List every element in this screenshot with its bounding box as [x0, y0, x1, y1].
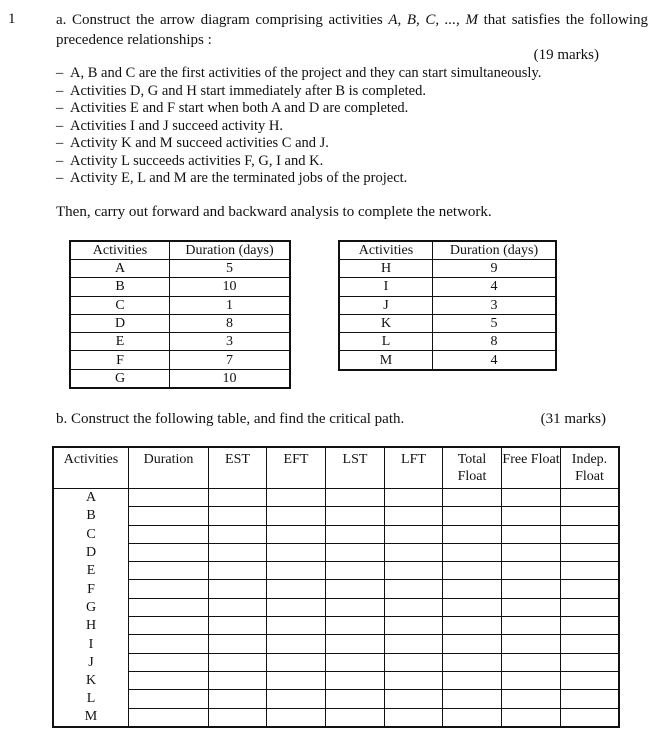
activity-cell: H — [53, 617, 129, 635]
answer-cell[interactable] — [326, 653, 385, 671]
answer-cell[interactable] — [561, 580, 620, 598]
answer-cell[interactable] — [443, 562, 502, 580]
analysis-table — [52, 446, 620, 728]
answer-cell[interactable] — [267, 580, 326, 598]
activity-cell: J — [53, 653, 129, 671]
table-row — [53, 489, 619, 507]
table-row — [53, 690, 619, 708]
table-row — [53, 580, 619, 598]
answer-cell[interactable] — [209, 635, 267, 653]
answer-cell[interactable] — [502, 653, 561, 671]
duration-cell: 3 — [433, 296, 557, 314]
answer-cell[interactable] — [267, 489, 326, 507]
part-a-intro-prefix: a. Construct the arrow diagram comprising activities — [56, 12, 389, 28]
col-header-free-float: Free Float — [502, 447, 561, 489]
answer-cell[interactable] — [561, 598, 620, 616]
answer-cell[interactable] — [129, 525, 209, 543]
duration-row — [70, 296, 290, 314]
activity-cell: C — [53, 525, 129, 543]
answer-cell[interactable] — [129, 635, 209, 653]
activity-cell: E — [70, 333, 170, 351]
duration-row — [339, 314, 556, 332]
answer-cell[interactable] — [129, 489, 209, 507]
part-b-prompt: b. Construct the following table, and find the critical path. — [56, 411, 405, 427]
answer-cell[interactable] — [385, 598, 443, 616]
duration-cell: 7 — [170, 351, 291, 369]
table-row — [53, 653, 619, 671]
answer-cell[interactable] — [326, 708, 385, 727]
answer-cell[interactable] — [267, 617, 326, 635]
col-header-activities: Activities — [70, 241, 170, 260]
answer-cell[interactable] — [385, 690, 443, 708]
table-row — [53, 562, 619, 580]
duration-table-right-body — [339, 260, 556, 370]
precedence-text: Activity L succeeds activities F, G, I and K. — [70, 152, 324, 169]
part-a-intro-suffix: that satisfies the following precedence relationships : — [56, 12, 648, 48]
answer-cell[interactable] — [561, 708, 620, 727]
part-a-marks: (19 marks) — [533, 47, 599, 63]
answer-cell[interactable] — [326, 635, 385, 653]
activity-cell: L — [339, 333, 433, 351]
activity-cell: K — [339, 314, 433, 332]
answer-cell[interactable] — [209, 525, 267, 543]
activity-cell: H — [339, 260, 433, 278]
duration-table-right — [338, 240, 557, 371]
answer-cell[interactable] — [129, 507, 209, 525]
part-a-intro-activities: A, B, C, ..., M — [388, 12, 478, 28]
answer-cell[interactable] — [385, 635, 443, 653]
answer-cell[interactable] — [385, 525, 443, 543]
table-row — [53, 525, 619, 543]
duration-table-left-body — [70, 260, 290, 389]
analysis-table-body — [53, 489, 619, 727]
answer-cell[interactable] — [326, 598, 385, 616]
answer-cell[interactable] — [326, 671, 385, 689]
answer-cell[interactable] — [267, 543, 326, 561]
answer-cell[interactable] — [326, 690, 385, 708]
answer-cell[interactable] — [443, 525, 502, 543]
precedence-item: – Activities I and J succeed activity H. — [56, 117, 284, 134]
answer-cell[interactable] — [502, 671, 561, 689]
answer-cell[interactable] — [502, 598, 561, 616]
answer-cell[interactable] — [129, 562, 209, 580]
answer-cell[interactable] — [326, 562, 385, 580]
answer-cell[interactable] — [443, 580, 502, 598]
col-header-lft: LFT — [385, 447, 443, 489]
activity-cell: F — [53, 580, 129, 598]
answer-cell[interactable] — [385, 653, 443, 671]
duration-row — [339, 333, 556, 351]
activity-cell: G — [53, 598, 129, 616]
answer-cell[interactable] — [267, 598, 326, 616]
answer-cell[interactable] — [502, 635, 561, 653]
answer-cell[interactable] — [385, 580, 443, 598]
answer-cell[interactable] — [209, 543, 267, 561]
answer-cell[interactable] — [502, 690, 561, 708]
activity-cell: A — [70, 260, 170, 278]
activity-cell: F — [70, 351, 170, 369]
precedence-text: Activities I and J succeed activity H. — [70, 117, 284, 134]
answer-cell[interactable] — [209, 507, 267, 525]
answer-cell[interactable] — [267, 690, 326, 708]
table-row — [53, 507, 619, 525]
answer-cell[interactable] — [561, 543, 620, 561]
answer-cell[interactable] — [561, 617, 620, 635]
answer-cell[interactable] — [267, 635, 326, 653]
duration-row — [339, 351, 556, 370]
answer-cell[interactable] — [561, 653, 620, 671]
answer-cell[interactable] — [502, 580, 561, 598]
precedence-text: Activity E, L and M are the terminated jobs of the project. — [70, 170, 408, 186]
answer-cell[interactable] — [326, 617, 385, 635]
duration-cell: 5 — [433, 314, 557, 332]
answer-cell[interactable] — [443, 598, 502, 616]
answer-cell[interactable] — [209, 580, 267, 598]
answer-cell[interactable] — [267, 507, 326, 525]
activity-cell: K — [53, 671, 129, 689]
answer-cell[interactable] — [267, 671, 326, 689]
duration-row — [70, 333, 290, 351]
precedence-item: – Activities D, G and H start immediately after B is completed. — [56, 82, 426, 99]
activity-cell: E — [53, 562, 129, 580]
answer-cell[interactable] — [267, 708, 326, 727]
answer-cell[interactable] — [129, 598, 209, 616]
answer-cell[interactable] — [385, 562, 443, 580]
activity-cell: I — [53, 635, 129, 653]
answer-cell[interactable] — [326, 489, 385, 507]
part-a-intro — [56, 10, 648, 50]
answer-cell[interactable] — [129, 708, 209, 727]
col-header-total-float: Total Float — [443, 447, 502, 489]
answer-cell[interactable] — [385, 617, 443, 635]
duration-row — [339, 278, 556, 296]
question-number: 1 — [8, 11, 16, 27]
answer-cell[interactable] — [502, 507, 561, 525]
col-header-eft: EFT — [267, 447, 326, 489]
answer-cell[interactable] — [209, 690, 267, 708]
table-row — [53, 617, 619, 635]
answer-cell[interactable] — [502, 525, 561, 543]
answer-cell[interactable] — [209, 489, 267, 507]
answer-cell[interactable] — [561, 562, 620, 580]
answer-cell[interactable] — [129, 617, 209, 635]
answer-cell[interactable] — [561, 525, 620, 543]
duration-table-left — [69, 240, 291, 389]
precedence-item: – Activities E and F start when both A and D are completed. — [56, 100, 409, 116]
col-header-activities: Activities — [53, 447, 129, 489]
activity-cell: L — [53, 690, 129, 708]
col-header-duration: Duration — [129, 447, 209, 489]
answer-cell[interactable] — [561, 507, 620, 525]
answer-cell[interactable] — [561, 690, 620, 708]
precedence-item: – Activity K and M succeed activities C and J. — [56, 135, 329, 151]
col-header-indep-float: Indep. Float — [561, 447, 620, 489]
analysis-table-header — [53, 447, 619, 489]
activity-cell: B — [70, 278, 170, 296]
duration-cell: 4 — [433, 351, 557, 370]
answer-cell[interactable] — [502, 562, 561, 580]
precedence-text: Activities D, G and H start immediately after B is completed. — [70, 82, 426, 99]
answer-cell[interactable] — [443, 635, 502, 653]
duration-row — [70, 260, 290, 278]
answer-cell[interactable] — [209, 653, 267, 671]
answer-cell[interactable] — [443, 708, 502, 727]
precedence-text: A, B and C are the first activities of the project and they can start simultaneously. — [70, 65, 542, 81]
duration-cell: 8 — [170, 314, 291, 332]
answer-cell[interactable] — [209, 708, 267, 727]
activity-cell: D — [70, 314, 170, 332]
duration-row — [70, 369, 290, 388]
duration-cell: 5 — [170, 260, 291, 278]
answer-cell[interactable] — [129, 543, 209, 561]
part-b-marks: (31 marks) — [540, 411, 606, 427]
activity-cell: G — [70, 369, 170, 388]
duration-row — [70, 278, 290, 296]
answer-cell[interactable] — [561, 671, 620, 689]
answer-cell[interactable] — [129, 690, 209, 708]
answer-cell[interactable] — [443, 489, 502, 507]
duration-cell: 1 — [170, 296, 291, 314]
answer-cell[interactable] — [129, 671, 209, 689]
answer-cell[interactable] — [502, 489, 561, 507]
answer-cell[interactable] — [209, 617, 267, 635]
answer-cell[interactable] — [267, 525, 326, 543]
answer-cell[interactable] — [561, 635, 620, 653]
answer-cell[interactable] — [443, 543, 502, 561]
precedence-text: Activity K and M succeed activities C and J. — [70, 135, 329, 151]
duration-row — [339, 296, 556, 314]
duration-cell: 10 — [170, 278, 291, 296]
table-row — [53, 543, 619, 561]
answer-cell[interactable] — [385, 708, 443, 727]
answer-cell[interactable] — [443, 690, 502, 708]
answer-cell[interactable] — [385, 507, 443, 525]
activity-cell: J — [339, 296, 433, 314]
duration-cell: 10 — [170, 369, 291, 388]
col-header-est: EST — [209, 447, 267, 489]
answer-cell[interactable] — [267, 562, 326, 580]
duration-row — [70, 314, 290, 332]
activity-cell: I — [339, 278, 433, 296]
activity-cell: M — [339, 351, 433, 370]
duration-cell: 9 — [433, 260, 557, 278]
activity-cell: C — [70, 296, 170, 314]
col-header-lst: LST — [326, 447, 385, 489]
table-row — [53, 671, 619, 689]
answer-cell[interactable] — [209, 671, 267, 689]
col-header-duration: Duration (days) — [170, 241, 291, 260]
forward-backward-instruction: Then, carry out forward and backward analysis to complete the network. — [56, 204, 492, 220]
activity-cell: M — [53, 708, 129, 727]
answer-cell[interactable] — [129, 653, 209, 671]
activity-cell: D — [53, 543, 129, 561]
answer-cell[interactable] — [209, 562, 267, 580]
answer-cell[interactable] — [326, 580, 385, 598]
answer-cell[interactable] — [561, 489, 620, 507]
col-header-activities: Activities — [339, 241, 433, 260]
answer-cell[interactable] — [385, 671, 443, 689]
answer-cell[interactable] — [385, 543, 443, 561]
answer-cell[interactable] — [209, 598, 267, 616]
answer-cell[interactable] — [443, 671, 502, 689]
duration-row — [339, 260, 556, 278]
table-row — [53, 598, 619, 616]
duration-cell: 4 — [433, 278, 557, 296]
col-header-duration: Duration (days) — [433, 241, 557, 260]
table-row — [53, 708, 619, 727]
precedence-list — [56, 65, 541, 188]
answer-cell[interactable] — [502, 617, 561, 635]
answer-cell[interactable] — [443, 653, 502, 671]
table-row — [53, 635, 619, 653]
answer-cell[interactable] — [326, 525, 385, 543]
precedence-item: – Activity E, L and M are the terminated jobs of the project. — [56, 170, 408, 186]
answer-cell[interactable] — [326, 543, 385, 561]
answer-cell[interactable] — [326, 507, 385, 525]
precedence-item: – A, B and C are the first activities of the project and they can start simultaneously. — [56, 65, 542, 81]
answer-cell[interactable] — [502, 543, 561, 561]
answer-cell[interactable] — [443, 617, 502, 635]
activity-cell: A — [53, 489, 129, 507]
answer-cell[interactable] — [443, 507, 502, 525]
answer-cell[interactable] — [385, 489, 443, 507]
activity-cell: B — [53, 507, 129, 525]
duration-cell: 3 — [170, 333, 291, 351]
duration-cell: 8 — [433, 333, 557, 351]
precedence-item: – Activity L succeeds activities F, G, I and K. — [56, 152, 324, 169]
answer-cell[interactable] — [267, 653, 326, 671]
duration-row — [70, 351, 290, 369]
precedence-text: Activities E and F start when both A and D are completed. — [70, 100, 409, 116]
answer-cell[interactable] — [129, 580, 209, 598]
answer-cell[interactable] — [502, 708, 561, 727]
